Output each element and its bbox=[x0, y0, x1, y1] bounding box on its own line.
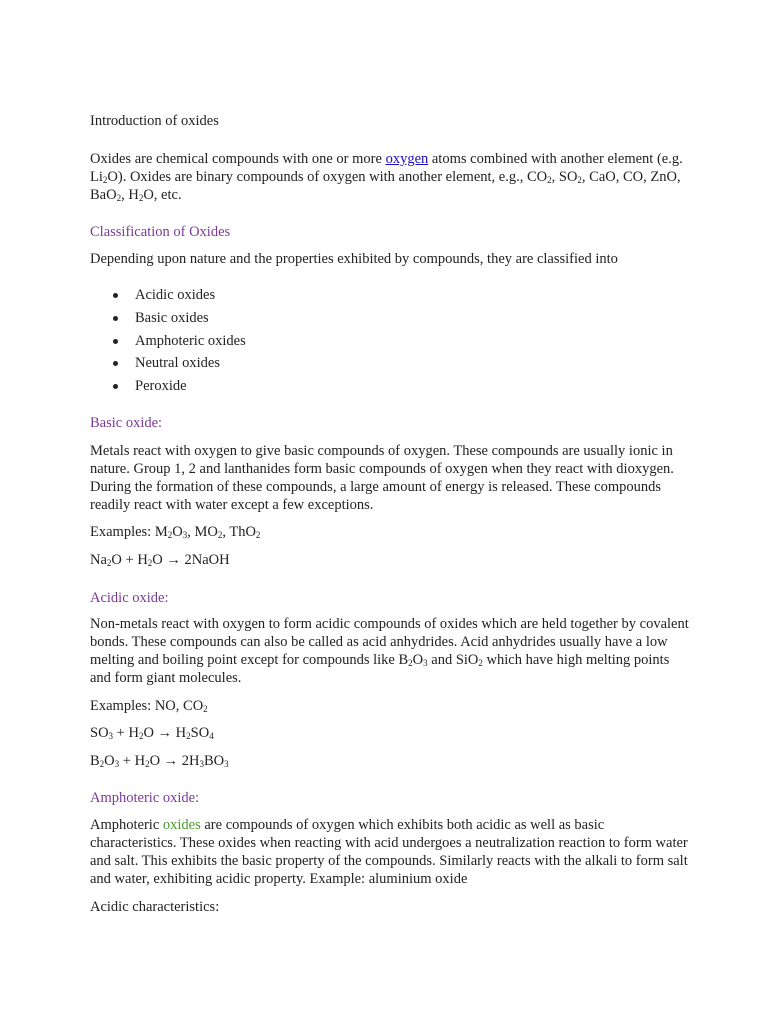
list-item: Peroxide bbox=[90, 377, 246, 400]
basic-examples: Examples: $M_2O_3$, $MO_2$, ThO$_2$ bbox=[90, 524, 261, 540]
bullet-icon bbox=[113, 293, 118, 298]
list-item: Acidic oxides bbox=[90, 286, 246, 309]
oxide-types-list bbox=[90, 286, 246, 400]
classification-text: Depending upon nature and the properties exhibited by compounds, they are classified into bbox=[90, 251, 618, 267]
bullet-icon bbox=[113, 339, 118, 344]
amphoteric-oxide-text: Amphoteric oxides are compounds of oxygen which exhibits both acidic as well as basic characteristics. These oxides when reacting with acid undergoes a neutralization reaction to form water and salt. This exhibits the basic property of the compounds. Similarly reacts with the alkali to form salt and water, exhibiting acidic property. Example: aluminium oxide bbox=[90, 817, 688, 887]
acidic-oxide-text: Non-metals react with oxygen to form acidic compounds of oxides which are held together by covalent bonds. These compounds can also be called as acid anhydrides. Acid anhydrides usually have a low melting and boiling point except for compounds like $B_2O_3$ and SiO$_2$ which have high melting points and form giant molecules. bbox=[90, 616, 689, 686]
acidic-reaction-2: $B_2O_3 + H_2O \to 2H_3BO_3$ bbox=[90, 753, 229, 769]
oxides-link[interactable]: oxides bbox=[162, 817, 201, 833]
intro-paragraph: Oxides are chemical compounds with one or more oxygen atoms combined with another element (e.g. $Li_2O$). Oxides are binary compounds of oxygen with another element, e.g., $CO_2$, $SO_2$, CaO, CO, ZnO, BaO$_2$, $H_2O$, etc. bbox=[90, 151, 683, 203]
acidic-characteristics-label: Acidic characteristics: bbox=[90, 899, 220, 915]
intro-title: Introduction of oxides bbox=[90, 113, 219, 129]
acidic-examples: Examples: NO, $CO_2$ bbox=[90, 698, 208, 714]
amphoteric-oxide-heading: Amphoteric oxide: bbox=[90, 790, 200, 806]
bullet-icon bbox=[113, 384, 118, 389]
classification-heading: Classification of Oxides bbox=[90, 224, 231, 240]
bullet-icon bbox=[113, 316, 118, 321]
list-item: Basic oxides bbox=[90, 309, 246, 332]
bullet-icon bbox=[113, 361, 118, 366]
acidic-oxide-heading: Acidic oxide: bbox=[90, 590, 169, 606]
list-item: Neutral oxides bbox=[90, 354, 246, 377]
oxygen-link[interactable]: oxygen bbox=[385, 151, 429, 167]
basic-reaction: $Na_2O + H_2O$ → 2NaOH bbox=[90, 552, 230, 568]
basic-oxide-text: Metals react with oxygen to give basic compounds of oxygen. These compounds are usually ionic in nature. Group 1, 2 and lanthanides form basic compounds of oxygen when they react with dioxygen. During the formation of these compounds, a large amount of energy is released. These compounds readily react with water except a few exceptions. bbox=[90, 443, 674, 513]
basic-oxide-heading: Basic oxide: bbox=[90, 415, 163, 431]
list-item: Amphoteric oxides bbox=[90, 332, 246, 355]
acidic-reaction-1: $SO_3 + H_2O \to H_2SO_4$ bbox=[90, 725, 214, 741]
